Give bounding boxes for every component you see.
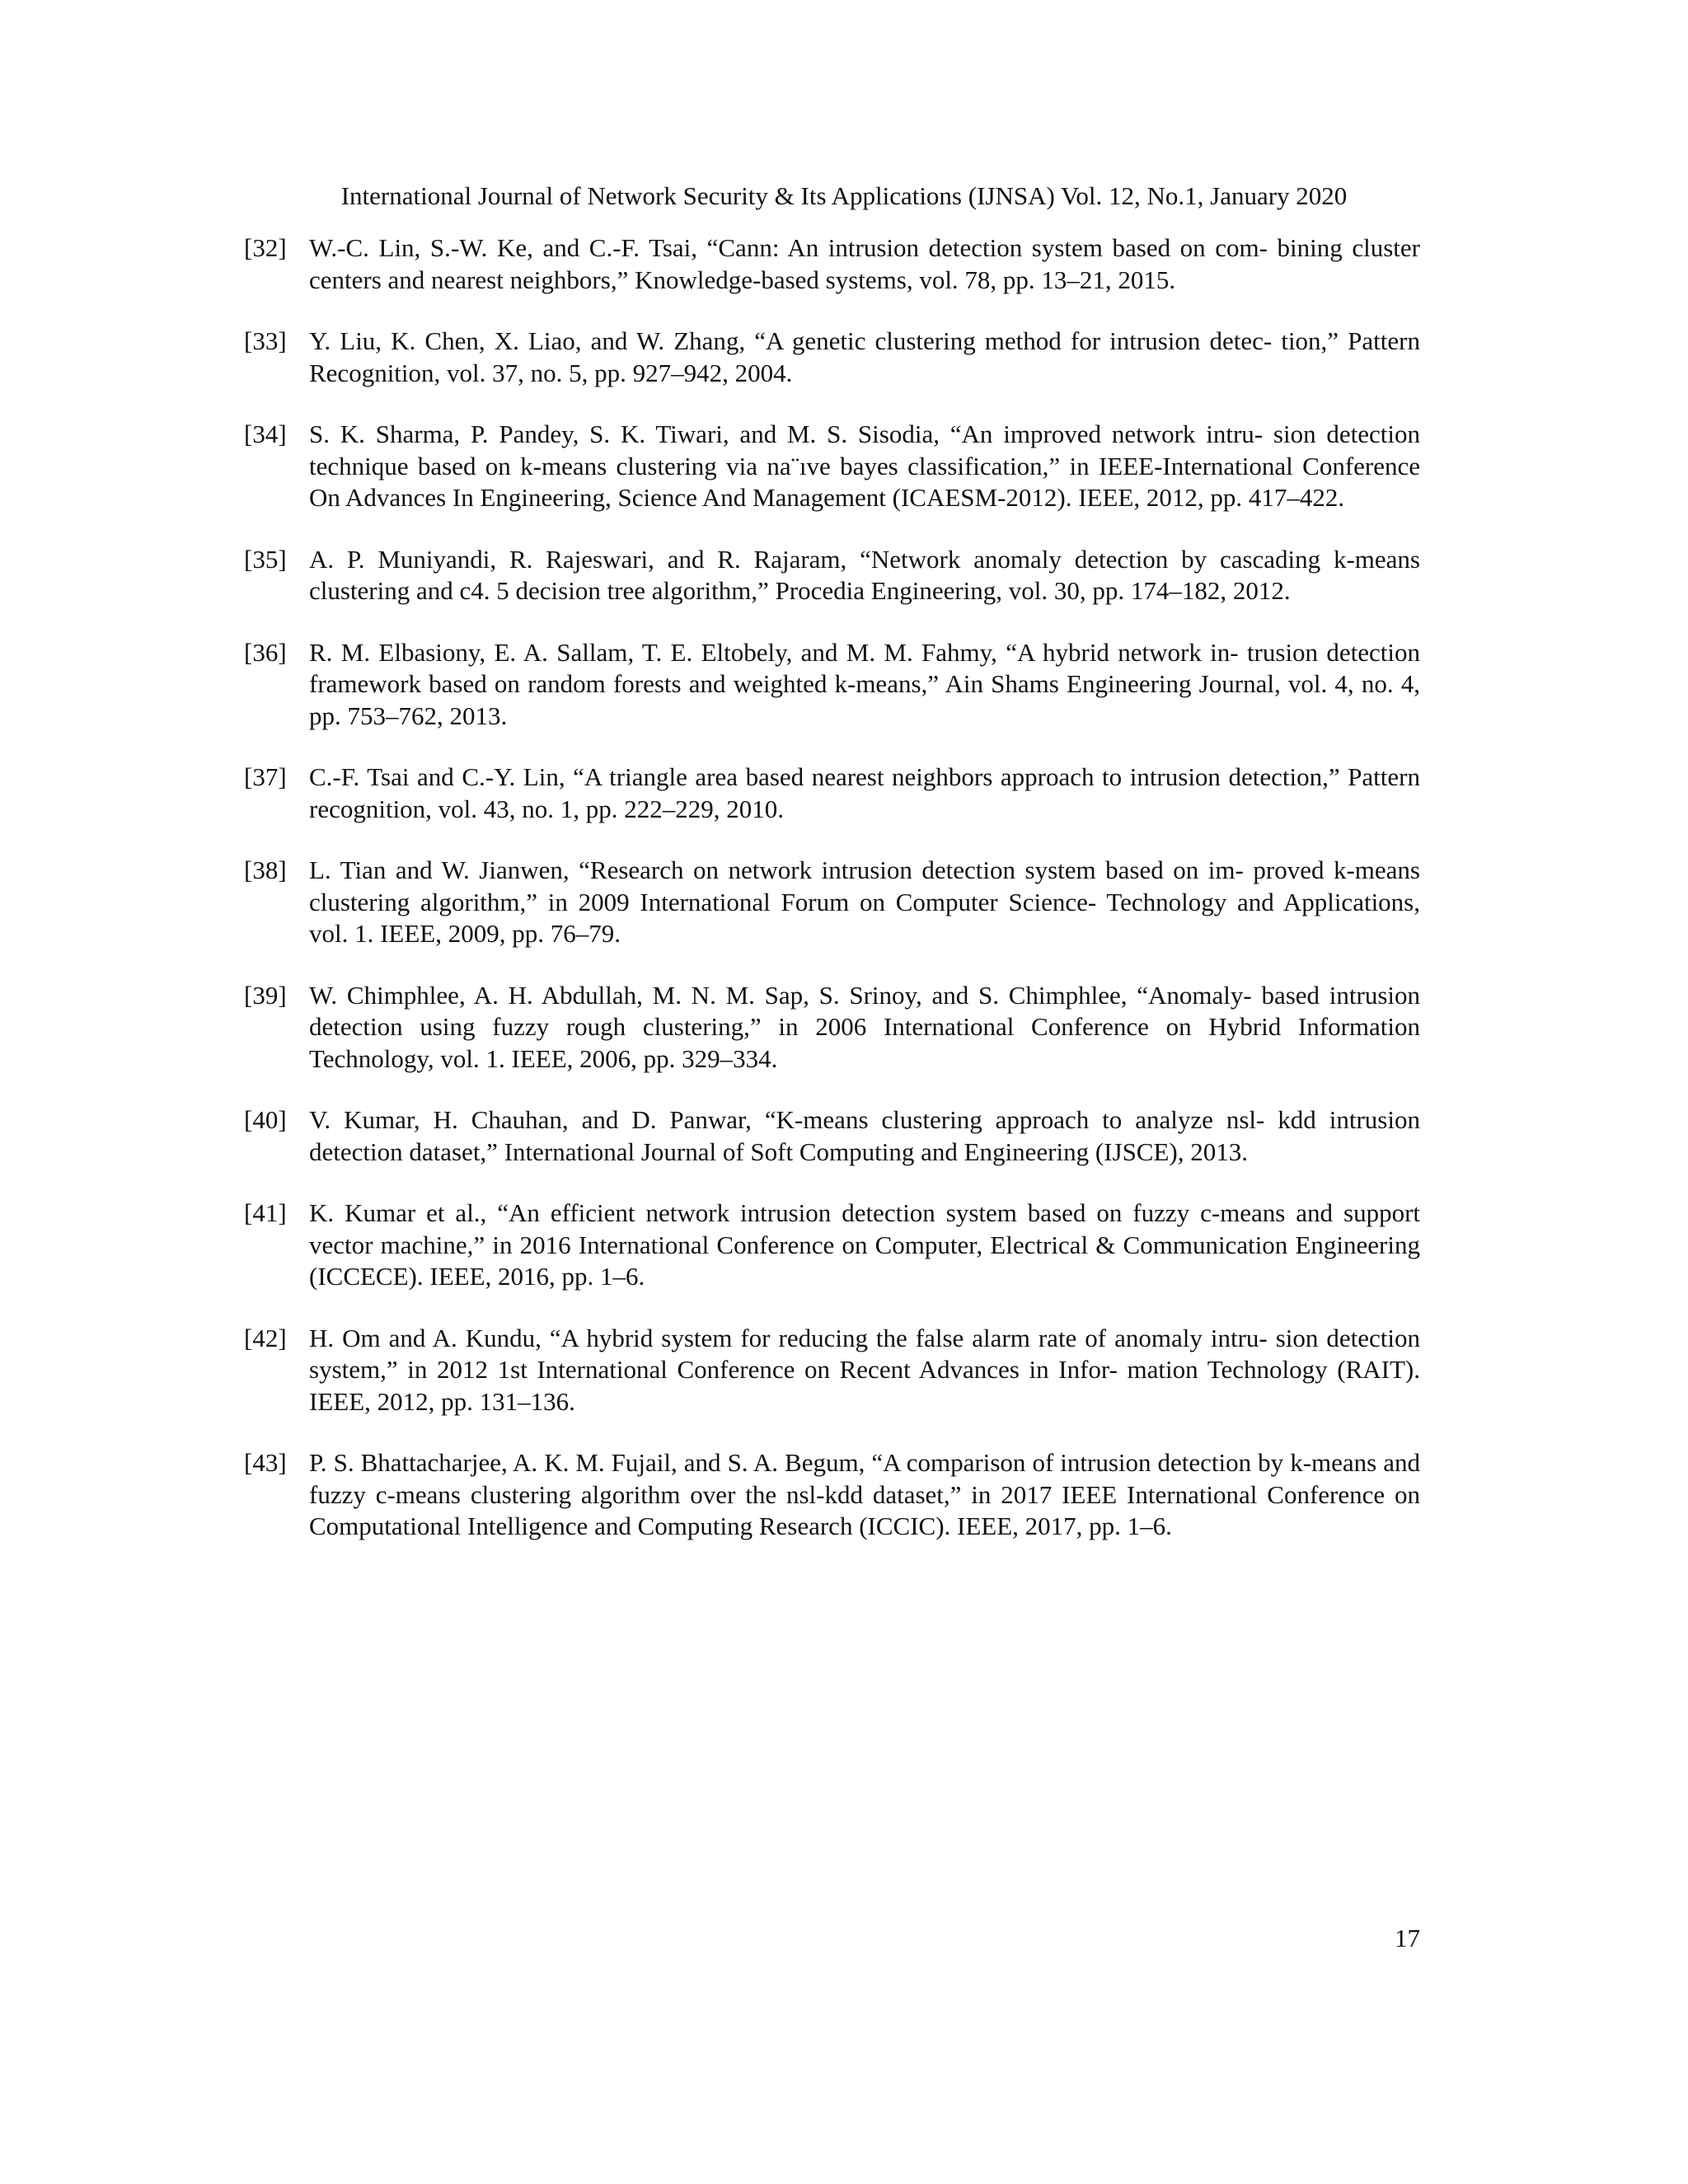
reference-number: [36] [244, 637, 287, 667]
reference-text: A. P. Muniyandi, R. Rajeswari, and R. Rajaram, “Network anomaly detection by cascading k-means clustering and c4. 5 decision tree algorithm,” Procedia Engineering, vol. 30, pp. 174–182, 2012. [309, 544, 1420, 605]
reference-entry-39 [244, 980, 1420, 1076]
reference-number: [43] [244, 1448, 287, 1477]
reference-number: [40] [244, 1105, 287, 1134]
reference-text: R. M. Elbasiony, E. A. Sallam, T. E. Eltobely, and M. M. Fahmy, “A hybrid network in- trusion detection framework based on random forests and weighted k-means,” Ain Shams Engineering Journal, vol. 4, no. 4, pp. 753–762, 2013. [309, 637, 1420, 730]
reference-entry-37 [244, 762, 1420, 825]
reference-text: W. Chimphlee, A. H. Abdullah, M. N. M. Sap, S. Srinoy, and S. Chimphlee, “Anomaly- based intrusion detection using fuzzy rough clustering,” in 2006 International Conference on Hybrid Information Technology, vol. 1. IEEE, 2006, pp. 329–334. [309, 980, 1420, 1073]
reference-number: [35] [244, 544, 287, 574]
reference-text: K. Kumar et al., “An efficient network intrusion detection system based on fuzzy c-means and support vector machine,” in 2016 International Conference on Computer, Electrical & Communication Engineering (ICCECE). IEEE, 2016, pp. 1–6. [309, 1198, 1420, 1291]
reference-entry-32 [244, 232, 1420, 296]
reference-entry-38 [244, 855, 1420, 950]
reference-list [244, 232, 1420, 1572]
reference-number: [41] [244, 1198, 287, 1227]
reference-text: V. Kumar, H. Chauhan, and D. Panwar, “K-means clustering approach to analyze nsl- kdd intrusion detection dataset,” International Journal of Soft Computing and Engineering (IJSCE), 2013. [309, 1105, 1420, 1166]
reference-number: [42] [244, 1323, 287, 1352]
page-number: 17 [1395, 1924, 1420, 1952]
reference-entry-41 [244, 1197, 1420, 1293]
reference-number: [32] [244, 233, 287, 262]
reference-text: H. Om and A. Kundu, “A hybrid system for reducing the false alarm rate of anomaly intru- sion detection system,” in 2012 1st International Conference on Recent Advances in Infor- mation Technology (RAIT). IEEE, 2012, pp. 131–136. [309, 1323, 1420, 1416]
reference-number: [37] [244, 762, 287, 791]
reference-entry-36 [244, 637, 1420, 733]
running-header: International Journal of Network Security & Its Applications (IJNSA) Vol. 12, No.1, January 2020 [340, 181, 1348, 210]
reference-entry-42 [244, 1323, 1420, 1418]
reference-entry-33 [244, 326, 1420, 389]
reference-number: [34] [244, 419, 287, 448]
reference-text: P. S. Bhattacharjee, A. K. M. Fujail, and S. A. Begum, “A comparison of intrusion detection by k-means and fuzzy c-means clustering algorithm over the nsl-kdd dataset,” in 2017 IEEE International Conference on Computational Intelligence and Computing Research (ICCIC). IEEE, 2017, pp. 1–6. [309, 1448, 1420, 1540]
reference-entry-43 [244, 1447, 1420, 1543]
reference-text: C.-F. Tsai and C.-Y. Lin, “A triangle area based nearest neighbors approach to intrusion detection,” Pattern recognition, vol. 43, no. 1, pp. 222–229, 2010. [309, 762, 1420, 823]
reference-text: W.-C. Lin, S.-W. Ke, and C.-F. Tsai, “Cann: An intrusion detection system based on com- bining cluster centers and nearest neighbors,” Knowledge-based systems, vol. 78, pp. 13–21, 2015. [309, 233, 1420, 294]
reference-text: S. K. Sharma, P. Pandey, S. K. Tiwari, and M. S. Sisodia, “An improved network intru- sion detection technique based on k-means clustering via na¨ıve bayes classification,” in IEEE-International Conference On Advances In Engineering, Science And Management (ICAESM-2012). IEEE, 2012, pp. 417–422. [309, 419, 1420, 512]
reference-text: L. Tian and W. Jianwen, “Research on network intrusion detection system based on im- proved k-means clustering algorithm,” in 2009 International Forum on Computer Science- Technology and Applications, vol. 1. IEEE, 2009, pp. 76–79. [309, 855, 1420, 948]
reference-text: Y. Liu, K. Chen, X. Liao, and W. Zhang, “A genetic clustering method for intrusion detec- tion,” Pattern Recognition, vol. 37, no. 5, pp. 927–942, 2004. [309, 326, 1420, 387]
reference-entry-34 [244, 419, 1420, 514]
reference-entry-40 [244, 1104, 1420, 1168]
reference-number: [38] [244, 855, 287, 884]
reference-entry-35 [244, 544, 1420, 607]
reference-number: [33] [244, 326, 287, 355]
reference-number: [39] [244, 980, 287, 1010]
